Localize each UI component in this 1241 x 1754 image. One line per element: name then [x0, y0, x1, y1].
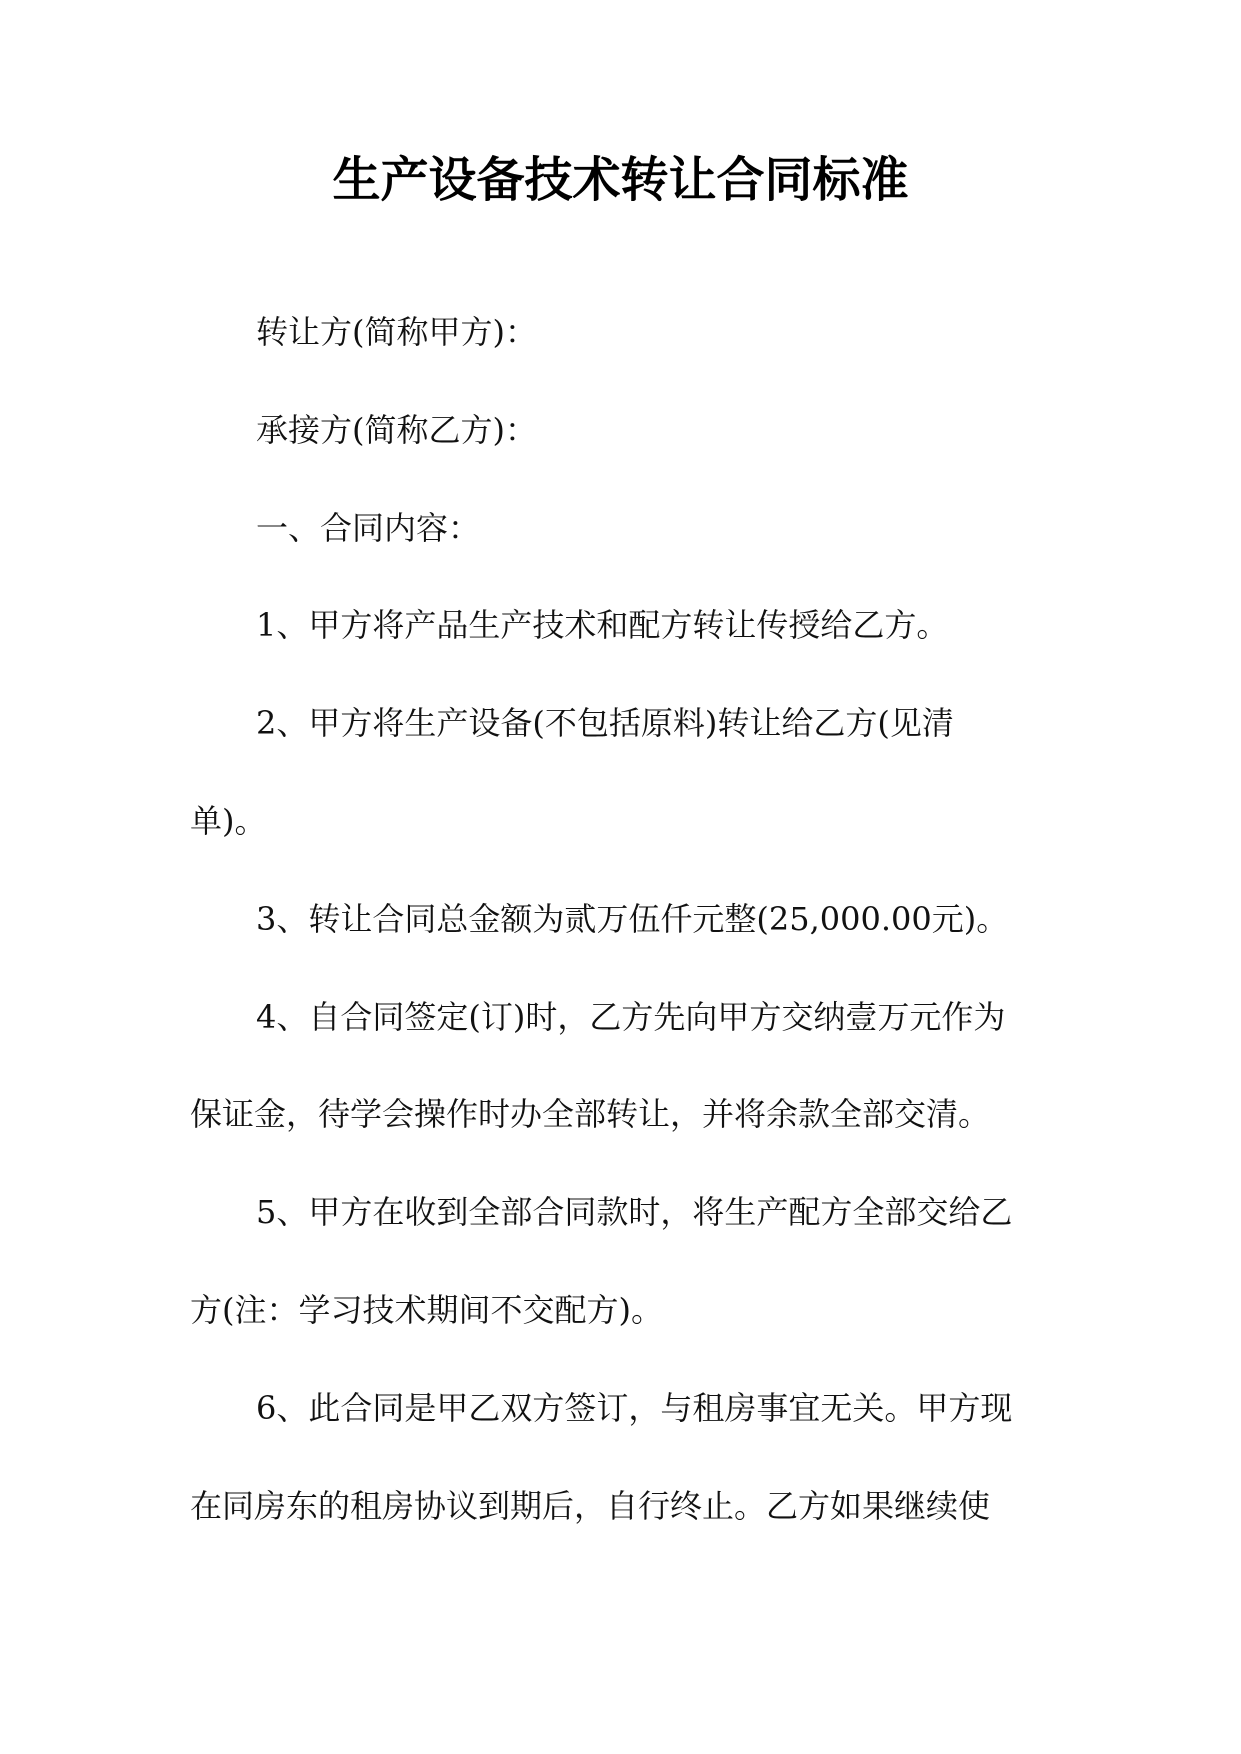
clause-5-line-2: 方(注：学习技术期间不交配方)。	[190, 1291, 663, 1329]
section-heading-contract-content: 一、合同内容：	[256, 509, 481, 547]
party-b-line: 承接方(简称乙方)：	[256, 411, 537, 449]
clause-4-line-1: 4、自合同签定(订)时，乙方先向甲方交纳壹万元作为	[256, 998, 1006, 1036]
party-a-line: 转让方(简称甲方)：	[256, 313, 537, 351]
clause-5-line-1: 5、甲方在收到全部合同款时，将生产配方全部交给乙	[256, 1193, 1013, 1231]
document-title: 生产设备技术转让合同标准	[332, 152, 909, 208]
clause-6-line-1: 6、此合同是甲乙双方签订，与租房事宜无关。甲方现	[256, 1389, 1013, 1427]
clause-6-line-2: 在同房东的租房协议到期后，自行终止。乙方如果继续使	[190, 1487, 991, 1525]
clause-1: 1、甲方将产品生产技术和配方转让传授给乙方。	[256, 606, 949, 644]
clause-2-line-2: 单)。	[190, 802, 267, 840]
clause-2-line-1: 2、甲方将生产设备(不包括原料)转让给乙方(见清	[256, 704, 954, 742]
clause-3: 3、转让合同总金额为贰万伍仟元整(25,000.00元)。	[256, 900, 1009, 938]
clause-4-line-2: 保证金，待学会操作时办全部转让，并将余款全部交清。	[190, 1095, 991, 1133]
